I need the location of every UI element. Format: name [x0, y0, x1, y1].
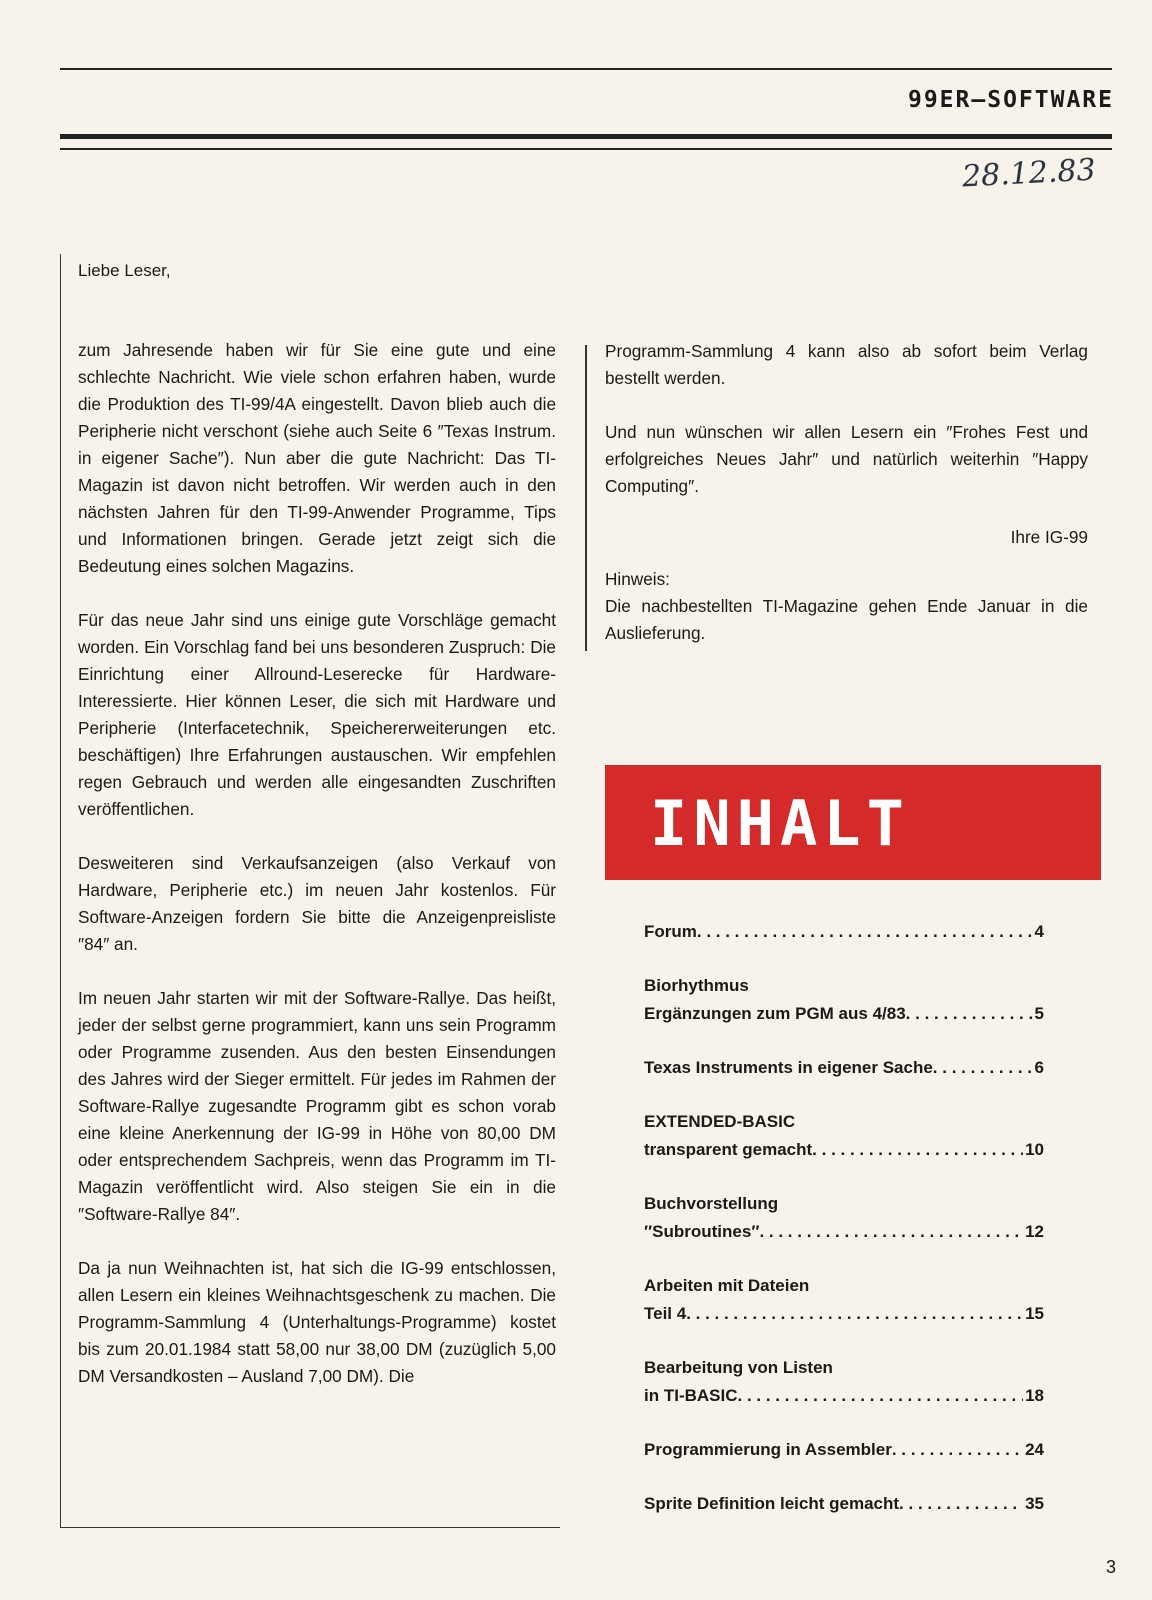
letter-continuation: Programm-Sammlung 4 kann also ab sofort beim Verlag bestellt werden.	[605, 341, 1088, 388]
toc-entry-subtitle: ″Subroutines″	[644, 1222, 760, 1241]
header-rule-thin	[60, 148, 1112, 150]
toc-entry-dateien[interactable]	[644, 1272, 1044, 1328]
toc-entry-page: 15	[1025, 1304, 1044, 1323]
letter-paragraph: Desweiteren sind Verkaufsanzeigen (also Verkauf von Hardware, Peripherie etc.) im neuen Jahr kostenlos. Für Software-Anzeigen fordern Sie bitte die Anzeigenpreisliste ″84″ an.	[78, 853, 556, 954]
toc-entry-title: Programmierung in Assembler	[644, 1440, 892, 1459]
letter-signature: Ihre IG-99	[1010, 527, 1088, 547]
toc-entry-page: 4	[1034, 922, 1044, 941]
toc-entry-extended-basic[interactable]	[644, 1108, 1044, 1164]
toc-entry-title: Bearbeitung von Listen	[644, 1358, 833, 1377]
handwritten-date: 28.12.83	[961, 152, 1097, 195]
toc-entry-subtitle: in TI-BASIC	[644, 1386, 738, 1405]
toc-entry-texas-instruments[interactable]	[644, 1054, 1044, 1082]
toc-entry-page: 12	[1025, 1222, 1044, 1241]
toc-entry-title: Buchvorstellung	[644, 1194, 779, 1213]
toc-entry-sprite[interactable]	[644, 1490, 1044, 1518]
toc-entry-page: 10	[1025, 1140, 1044, 1159]
toc-entry-subtitle: Ergänzungen zum PGM aus 4/83	[644, 1004, 906, 1023]
page-number: 3	[1105, 1557, 1116, 1577]
letter-salutation: Liebe Leser,	[78, 261, 171, 280]
contents-banner	[605, 765, 1101, 880]
toc-entry-forum[interactable]	[644, 918, 1044, 946]
toc-entry-page: 5	[1034, 1004, 1044, 1023]
toc-entry-title: EXTENDED-BASIC	[644, 1112, 796, 1131]
toc-entry-assembler[interactable]	[644, 1436, 1044, 1464]
toc-entry-page: 35	[1025, 1494, 1044, 1513]
letter-paragraph: Im neuen Jahr starten wir mit der Software-Rallye. Das heißt, jeder der selbst gerne programmiert, kann uns sein Programm oder Programme zusenden. Aus den besten Einsendungen des Jahres wird der Sieger ermittelt. Für jedes im Rahmen der Software-Rallye zugesandte Programm gibt es schon vorab eine kleine Anerkennung der IG-99 in Höhe von 80,00 DM oder entsprechendem Sachpreis, wenn das Programm im TI-Magazin veröffentlicht wird. Also steigen Sie ein in die ″Software-Rallye 84″.	[78, 988, 556, 1224]
toc-entry-title: Forum	[644, 922, 697, 941]
letter-paragraph: Da ja nun Weihnachten ist, hat sich die IG-99 entschlossen, allen Lesern ein kleines Weihnachtsgeschenk zu machen. Die Programm-Sammlung 4 (Unterhaltungs-Programme) kostet bis zum 20.01.1984 statt 58,00 nur 38,00 DM (zuzüglich 5,00 DM Versandkosten – Ausland 7,00 DM). Die	[78, 1258, 556, 1386]
header-rule-thick	[60, 134, 1112, 139]
letter-paragraph: zum Jahresende haben wir für Sie eine gute und eine schlechte Nachricht. Wie viele schon erfahren haben, wurde die Produktion des TI-99/4A eingestellt. Davon blieb auch die Peripherie nicht verschont (siehe auch Seite 6 ″Texas Instrum. in eigener Sache″). Nun aber die gute Nachricht: Das TI-Magazin ist davon nicht betroffen. Wir werden auch in den nächsten Jahren für den TI-99-Anwender Programme, Tips und Informationen bringen. Gerade jetzt zeigt sich die Bedeutung eines solchen Magazins.	[78, 340, 556, 576]
toc-entry-title: Arbeiten mit Dateien	[644, 1276, 810, 1295]
letter-wishes: Und nun wünschen wir allen Lesern ein ″Frohes Fest und erfolgreiches Neues Jahr″ und natürlich weiterhin ″Happy Computing″.	[605, 422, 1088, 496]
toc-entry-title: Texas Instruments in eigener Sache	[644, 1058, 933, 1077]
letter-left-column	[60, 254, 560, 1528]
note-label: Hinweis:	[605, 569, 670, 589]
toc-entry-page: 24	[1025, 1440, 1044, 1459]
letter-right-column	[605, 338, 1088, 647]
note-text: Die nachbestellten TI-Magazine gehen Ende Januar in die Auslieferung.	[605, 596, 1088, 643]
toc-entry-subtitle: Teil 4	[644, 1304, 687, 1323]
toc-entry-buchvorstellung[interactable]	[644, 1190, 1044, 1246]
toc-entry-title: Sprite Definition leicht gemacht	[644, 1494, 900, 1513]
toc-entry-page: 18	[1025, 1386, 1044, 1405]
header-rule-top	[60, 68, 1112, 70]
toc-entry-page: 6	[1034, 1058, 1044, 1077]
contents-title: INHALT	[650, 787, 910, 860]
letter-paragraph: Für das neue Jahr sind uns einige gute Vorschläge gemacht worden. Ein Vorschlag fand bei uns besonderen Zuspruch: Die Einrichtung einer Allround-Leserecke für Hardware-Interessierte. Hier können Leser, die sich mit Hardware und Peripherie (Interfacetechnik, Speichererweiterungen etc. beschäftigen) Ihre Erfahrungen austauschen. Wir empfehlen regen Gebrauch und werden alle eingesandten Zuschriften veröffentlichen.	[78, 610, 556, 819]
toc-entry-biorhythmus[interactable]	[644, 972, 1044, 1028]
toc-entry-subtitle: transparent gemacht	[644, 1140, 813, 1159]
column-divider	[585, 345, 587, 651]
section-label: 99ER–SOFTWARE	[907, 87, 1114, 113]
toc-entry-listen[interactable]	[644, 1354, 1044, 1410]
toc-entry-title: Biorhythmus	[644, 976, 749, 995]
